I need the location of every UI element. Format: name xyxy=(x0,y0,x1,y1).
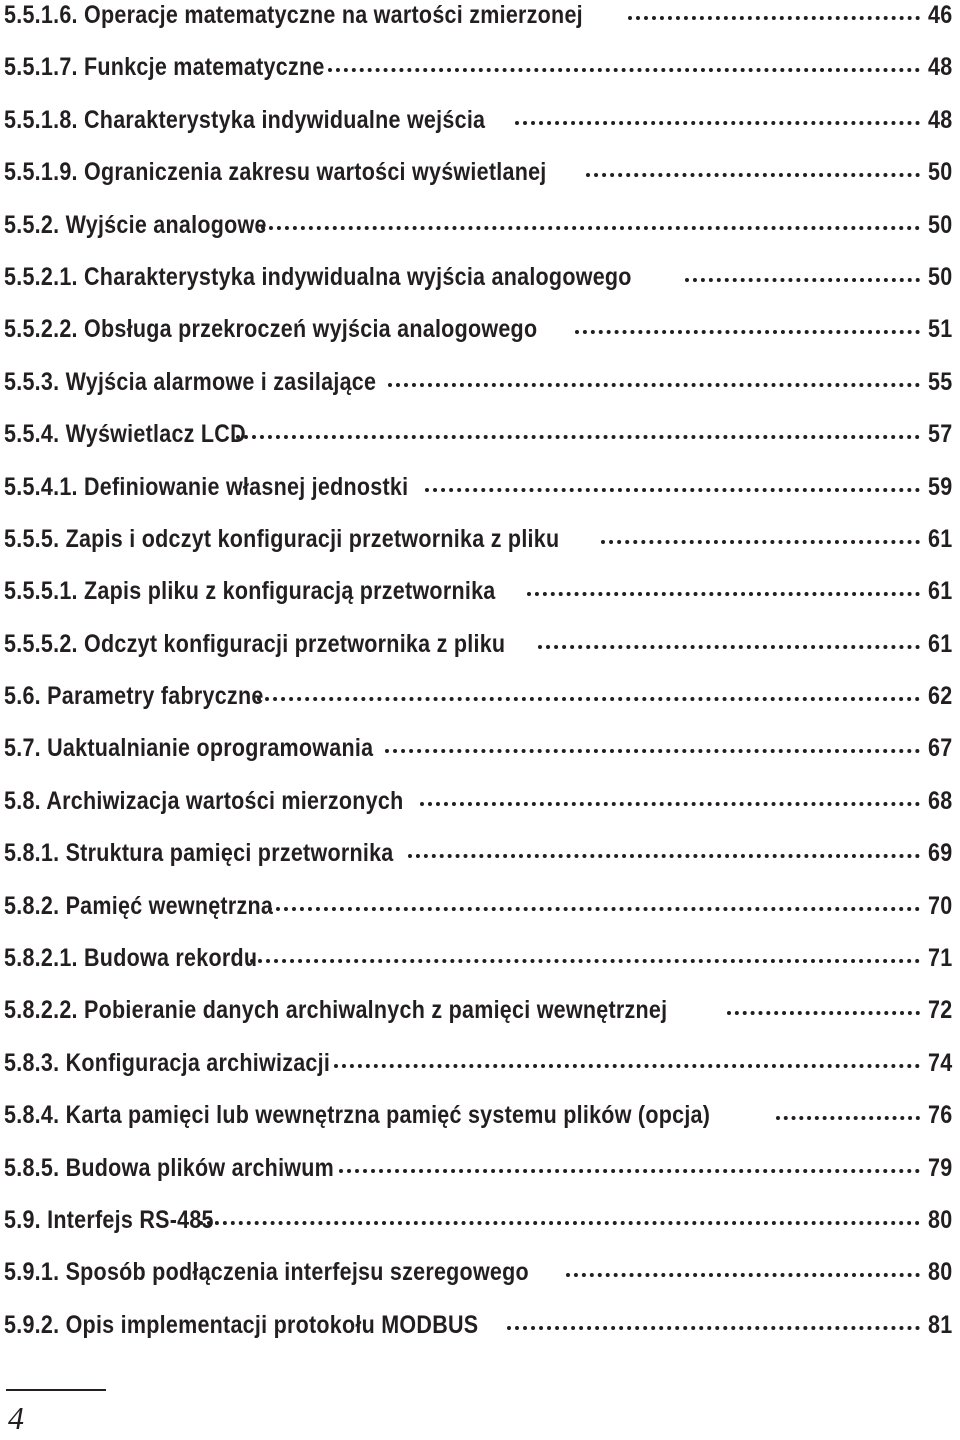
toc-entry-title: 5.5.2.1. Charakterystyka indywidualna wyjścia analogowego xyxy=(4,262,632,291)
toc-entry[interactable] xyxy=(4,105,952,157)
toc-entry-page: 50 xyxy=(927,158,952,187)
toc-dot-leader xyxy=(257,697,920,701)
toc-dot-leader xyxy=(425,488,919,492)
toc-entry[interactable] xyxy=(4,314,952,366)
footer-divider xyxy=(6,1389,106,1391)
toc-entry-page: 59 xyxy=(927,472,952,501)
toc-dot-leader xyxy=(566,1273,920,1277)
toc-entry-page: 61 xyxy=(927,524,952,553)
toc-entry-title: 5.5.1.6. Operacje matematyczne na wartości zmierzonej xyxy=(4,1,583,29)
toc-entry[interactable] xyxy=(4,419,952,471)
toc-entry[interactable] xyxy=(4,52,952,104)
toc-entry[interactable] xyxy=(4,995,952,1047)
page-number: 4 xyxy=(8,1400,24,1436)
toc-entry-title: 5.5.5. Zapis i odczyt konfiguracji przetwornika z pliku xyxy=(4,524,560,553)
toc-entry-page: 55 xyxy=(927,367,952,396)
toc-dot-leader xyxy=(328,68,920,72)
toc-entry-page: 61 xyxy=(927,629,952,658)
toc-entry[interactable] xyxy=(4,1048,952,1100)
toc-dot-leader xyxy=(685,278,920,282)
toc-entry-title: 5.7. Uaktualnianie oprogramowania xyxy=(4,734,374,763)
toc-dot-leader xyxy=(538,645,920,649)
toc-entry[interactable] xyxy=(4,0,952,52)
toc-entry-title: 5.9.1. Sposób podłączenia interfejsu szeregowego xyxy=(4,1258,529,1287)
toc-dot-leader xyxy=(575,330,919,334)
toc-entry-title: 5.9. Interfejs RS-485 xyxy=(4,1205,214,1234)
toc-entry[interactable] xyxy=(4,210,952,262)
toc-entry[interactable] xyxy=(4,157,952,209)
toc-dot-leader xyxy=(261,226,920,230)
toc-entry-title: 5.5.5.1. Zapis pliku z konfiguracją przetwornika xyxy=(4,577,496,606)
toc-dot-leader xyxy=(586,173,920,177)
toc-dot-leader xyxy=(339,1169,920,1173)
toc-entry-title: 5.5.4.1. Definiowanie własnej jednostki xyxy=(4,472,409,501)
toc-entry-title: 5.8. Archiwizacja wartości mierzonych xyxy=(4,786,404,815)
toc-entry-page: 72 xyxy=(927,996,952,1025)
toc-entry-title: 5.5.1.9. Ograniczenia zakresu wartości wyświetlanej xyxy=(4,158,547,187)
toc-entry-page: 50 xyxy=(927,210,952,239)
toc-dot-leader xyxy=(527,592,920,596)
toc-dot-leader xyxy=(776,1116,919,1120)
toc-entry[interactable] xyxy=(4,1310,952,1362)
toc-entry-page: 48 xyxy=(927,105,952,134)
toc-entry-page: 71 xyxy=(927,944,952,973)
toc-entry-page: 62 xyxy=(927,682,952,711)
toc-entry-page: 69 xyxy=(927,839,952,868)
toc-entry-page: 46 xyxy=(927,1,952,29)
toc-entry-title: 5.8.5. Budowa plików archiwum xyxy=(4,1153,335,1182)
toc-dot-leader xyxy=(601,540,920,544)
toc-dot-leader xyxy=(236,435,919,439)
toc-entry[interactable] xyxy=(4,576,952,628)
toc-entry-title: 5.5.1.7. Funkcje matematyczne xyxy=(4,53,325,82)
toc-entry[interactable] xyxy=(4,629,952,681)
toc-entry[interactable] xyxy=(4,786,952,838)
toc-dot-leader xyxy=(628,16,919,20)
toc-dot-leader xyxy=(385,749,920,753)
toc-entry-title: 5.8.2. Pamięć wewnętrzna xyxy=(4,891,274,920)
toc-entry[interactable] xyxy=(4,262,952,314)
toc-entry-page: 76 xyxy=(927,1101,952,1130)
toc-dot-leader xyxy=(420,802,920,806)
toc-entry-page: 57 xyxy=(927,420,952,449)
toc-dot-leader xyxy=(515,121,920,125)
toc-dot-leader xyxy=(268,907,920,911)
toc-entry[interactable] xyxy=(4,524,952,576)
toc-entry[interactable] xyxy=(4,943,952,995)
toc-entry-page: 79 xyxy=(927,1153,952,1182)
toc-entry[interactable] xyxy=(4,472,952,524)
toc-entry[interactable] xyxy=(4,1205,952,1257)
toc-entry-title: 5.8.1. Struktura pamięci przetwornika xyxy=(4,839,394,868)
toc-entry-page: 68 xyxy=(927,786,952,815)
toc-dot-leader xyxy=(388,383,920,387)
toc-entry-title: 5.8.3. Konfiguracja archiwizacji xyxy=(4,1048,331,1077)
toc-entry-page: 67 xyxy=(927,734,952,763)
toc-entry-page: 81 xyxy=(927,1310,952,1339)
toc-entry-page: 61 xyxy=(927,577,952,606)
toc-entry-page: 48 xyxy=(927,53,952,82)
toc-dot-leader xyxy=(727,1011,920,1015)
toc-entry-page: 50 xyxy=(927,262,952,291)
toc-entry-title: 5.5.3. Wyjścia alarmowe i zasilające xyxy=(4,367,377,396)
toc-entry-title: 5.5.2. Wyjście analogowe xyxy=(4,210,267,239)
toc-entry-page: 80 xyxy=(927,1258,952,1287)
toc-entry-title: 5.8.4. Karta pamięci lub wewnętrzna pamięć systemu plików (opcja) xyxy=(4,1101,711,1130)
toc-entry[interactable] xyxy=(4,367,952,419)
toc-entry-page: 51 xyxy=(927,315,952,344)
toc-entry[interactable] xyxy=(4,681,952,733)
toc-dot-leader xyxy=(507,1326,920,1330)
toc-dot-leader xyxy=(408,854,920,858)
toc-entry-title: 5.5.5.2. Odczyt konfiguracji przetwornika z pliku xyxy=(4,629,506,658)
toc-entry-title: 5.8.2.2. Pobieranie danych archiwalnych z pamięci wewnętrznej xyxy=(4,996,668,1025)
toc-entry-page: 80 xyxy=(927,1205,952,1234)
toc-dot-leader xyxy=(250,959,920,963)
toc-entry-title: 5.5.1.8. Charakterystyka indywidualne wejścia xyxy=(4,105,486,134)
toc-dot-leader xyxy=(334,1064,919,1068)
toc-entry[interactable] xyxy=(4,733,952,785)
toc-entry-page: 70 xyxy=(927,891,952,920)
toc-entry[interactable] xyxy=(4,1257,952,1309)
toc-entry-title: 5.6. Parametry fabryczne xyxy=(4,682,264,711)
toc-entry-title: 5.5.2.2. Obsługa przekroczeń wyjścia analogowego xyxy=(4,315,538,344)
toc-dot-leader xyxy=(199,1221,920,1225)
toc-entry[interactable] xyxy=(4,838,952,890)
toc-entry[interactable] xyxy=(4,891,952,943)
toc-entry-title: 5.8.2.1. Budowa rekordu xyxy=(4,944,258,973)
table-of-contents xyxy=(4,0,952,1362)
toc-entry-title: 5.5.4. Wyświetlacz LCD xyxy=(4,420,246,449)
toc-entry[interactable] xyxy=(4,1100,952,1152)
toc-entry-title: 5.9.2. Opis implementacji protokołu MODBUS xyxy=(4,1310,479,1339)
toc-entry-page: 74 xyxy=(927,1048,952,1077)
toc-entry[interactable] xyxy=(4,1153,952,1205)
